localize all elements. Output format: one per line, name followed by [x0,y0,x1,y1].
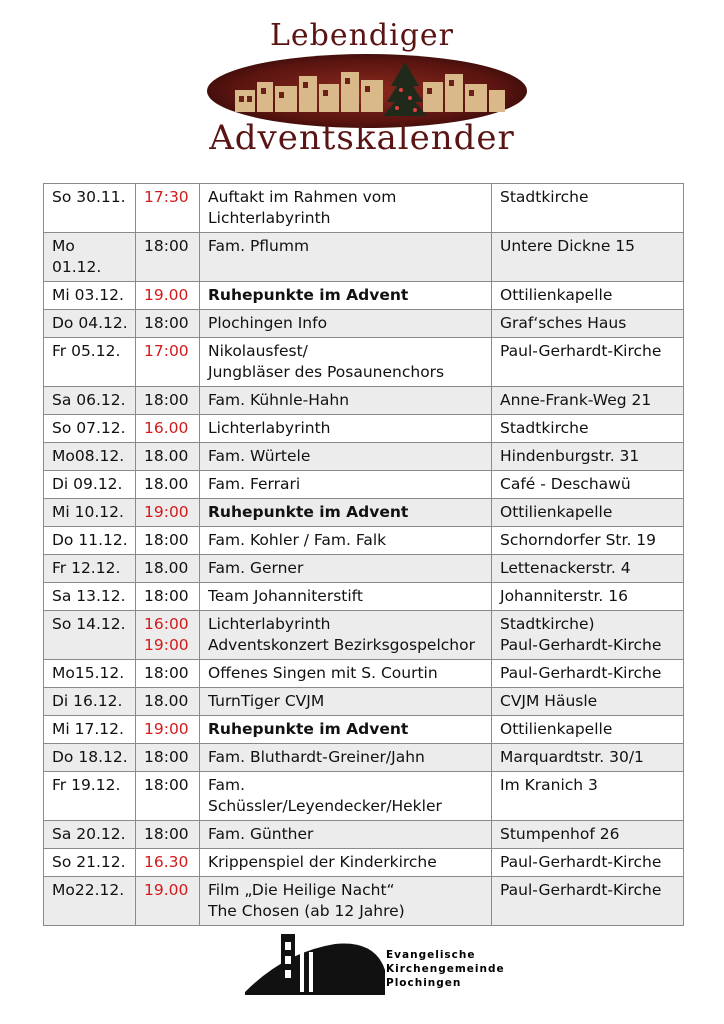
calendar-row [44,821,684,849]
calendar-row [44,849,684,877]
place-text: Ottilienkapelle [500,503,613,521]
event-cell [200,744,492,772]
place-cell [492,310,684,338]
event-text: Lichterlabyrinth [208,209,331,227]
time-text: 18:00 [144,531,189,549]
time-text: 18:00 [144,664,189,682]
event-cell [200,282,492,310]
event-cell [200,233,492,282]
date-cell [44,772,136,821]
place-text: Café - Deschawü [500,475,631,493]
time-cell [136,555,200,583]
date-cell [44,716,136,744]
date-text: Do 18.12. [52,748,128,766]
calendar-row [44,233,684,282]
event-text: Lichterlabyrinth [208,615,331,633]
calendar-row [44,772,684,821]
calendar-row [44,744,684,772]
time-text: 16.00 [144,419,189,437]
event-text: The Chosen (ab 12 Jahre) [208,902,405,920]
time-text: 19.00 [144,286,189,304]
calendar-row [44,415,684,443]
event-cell [200,387,492,415]
calendar-row [44,555,684,583]
time-cell [136,744,200,772]
time-cell [136,282,200,310]
event-text: Jungbläser des Posaunenchors [208,363,445,381]
time-text: 18:00 [144,825,189,843]
time-text: 18.00 [144,559,189,577]
calendar-table [43,183,684,926]
date-text: Mi 03.12. [52,286,124,304]
event-cell [200,716,492,744]
time-text: 17:30 [144,188,189,206]
event-text: Fam. [208,776,246,794]
place-text: Paul-Gerhardt-Kirche [500,853,662,871]
date-text: Mo22.12. [52,881,125,899]
calendar-row [44,611,684,660]
place-text: Paul-Gerhardt-Kirche [500,636,662,654]
time-cell [136,849,200,877]
place-text: Paul-Gerhardt-Kirche [500,342,662,360]
date-text: Mo08.12. [52,447,125,465]
place-text: Johanniterstr. 16 [500,587,628,605]
time-cell [136,821,200,849]
title-line-1: Lebendiger [269,18,455,53]
place-cell [492,688,684,716]
event-cell [200,611,492,660]
calendar-row [44,583,684,611]
date-text: Fr 12.12. [52,559,121,577]
place-text: Hindenburgstr. 31 [500,447,640,465]
event-text: Fam. Gerner [208,559,304,577]
date-text: Mi 17.12. [52,720,124,738]
date-text: Sa 13.12. [52,587,126,605]
place-text: Stumpenhof 26 [500,825,620,843]
calendar-row [44,499,684,527]
event-cell [200,471,492,499]
time-text: 18:00 [144,314,189,332]
date-text: Mo 01.12. [52,237,102,276]
date-cell [44,233,136,282]
place-text: Ottilienkapelle [500,286,613,304]
calendar-row [44,443,684,471]
place-text: Stadtkirche [500,419,589,437]
date-text: Fr 05.12. [52,342,121,360]
event-cell [200,660,492,688]
event-text: Film „Die Heilige Nacht“ [208,881,395,899]
place-cell [492,387,684,415]
date-cell [44,821,136,849]
calendar-row [44,471,684,499]
date-cell [44,744,136,772]
event-text: Fam. Kohler / Fam. Falk [208,531,387,549]
time-text: 19:00 [144,636,189,654]
date-cell [44,849,136,877]
place-text: Graf‘sches Haus [500,314,627,332]
place-cell [492,555,684,583]
date-cell [44,338,136,387]
place-cell [492,527,684,555]
date-cell [44,443,136,471]
time-text: 18.00 [144,475,189,493]
place-text: Ottilienkapelle [500,720,613,738]
date-cell [44,527,136,555]
time-text: 17:00 [144,342,189,360]
place-cell [492,716,684,744]
time-cell [136,660,200,688]
event-text: Ruhepunkte im Advent [208,503,409,521]
time-text: 18.00 [144,692,189,710]
place-cell [492,471,684,499]
place-text: Stadtkirche [500,188,589,206]
place-cell [492,583,684,611]
date-cell [44,688,136,716]
event-cell [200,527,492,555]
date-cell [44,310,136,338]
date-text: Do 11.12. [52,531,128,549]
place-text: Paul-Gerhardt-Kirche [500,664,662,682]
date-cell [44,660,136,688]
time-cell [136,233,200,282]
event-text: Krippenspiel der Kinderkirche [208,853,437,871]
time-text: 19:00 [144,720,189,738]
calendar-row [44,338,684,387]
event-text: Offenes Singen mit S. Courtin [208,664,438,682]
place-text: Paul-Gerhardt-Kirche [500,881,662,899]
time-cell [136,499,200,527]
place-text: Untere Dickne 15 [500,237,636,255]
event-text: Nikolausfest/ [208,342,308,360]
event-cell [200,583,492,611]
place-cell [492,415,684,443]
event-cell [200,555,492,583]
event-text: Lichterlabyrinth [208,419,331,437]
calendar-row [44,688,684,716]
event-text: Fam. Ferrari [208,475,301,493]
date-cell [44,877,136,926]
place-cell [492,282,684,310]
time-text: 18:00 [144,587,189,605]
place-cell [492,877,684,926]
place-text: Marquardtstr. 30/1 [500,748,644,766]
event-cell [200,310,492,338]
calendar-row [44,716,684,744]
place-text: Lettenackerstr. 4 [500,559,631,577]
date-text: Mi 10.12. [52,503,124,521]
date-cell [44,184,136,233]
date-cell [44,471,136,499]
time-text: 19:00 [144,503,189,521]
event-cell [200,499,492,527]
event-cell [200,338,492,387]
time-cell [136,611,200,660]
event-text: Auftakt im Rahmen vom [208,188,397,206]
place-text: Stadtkirche) [500,615,595,633]
time-cell [136,184,200,233]
event-text: TurnTiger CVJM [208,692,325,710]
place-text: Anne-Frank-Weg 21 [500,391,652,409]
time-text: 18:00 [144,776,189,794]
header [0,0,724,170]
place-text: CVJM Häusle [500,692,598,710]
place-cell [492,499,684,527]
place-cell [492,849,684,877]
org-line-1: Evangelische [386,949,476,961]
date-text: Di 16.12. [52,692,123,710]
date-cell [44,282,136,310]
date-cell [44,555,136,583]
date-text: Sa 06.12. [52,391,126,409]
event-text: Fam. Günther [208,825,314,843]
date-cell [44,415,136,443]
time-cell [136,338,200,387]
event-cell [200,849,492,877]
time-cell [136,443,200,471]
calendar-row [44,282,684,310]
time-text: 18:00 [144,391,189,409]
event-cell [200,772,492,821]
date-text: So 14.12. [52,615,126,633]
place-cell [492,821,684,849]
date-text: Fr 19.12. [52,776,121,794]
date-text: Mo15.12. [52,664,125,682]
event-text: Team Johanniterstift [208,587,363,605]
time-cell [136,688,200,716]
date-cell [44,583,136,611]
calendar-row [44,527,684,555]
place-cell [492,744,684,772]
time-text: 18.00 [144,447,189,465]
time-text: 16:00 [144,615,189,633]
org-line-2: Kirchengemeinde [386,963,505,975]
calendar-row [44,387,684,415]
event-text: Fam. Bluthardt-Greiner/Jahn [208,748,425,766]
event-text: Plochingen Info [208,314,328,332]
time-text: 18:00 [144,237,189,255]
event-text: Adventskonzert Bezirksgospelchor [208,636,475,654]
place-text: Im Kranich 3 [500,776,598,794]
event-cell [200,415,492,443]
event-text: Fam. Pflumm [208,237,310,255]
organization-name [386,948,505,990]
date-text: Sa 20.12. [52,825,126,843]
event-text: Fam. Kühnle-Hahn [208,391,350,409]
event-cell [200,443,492,471]
org-line-3: Plochingen [386,977,462,989]
event-cell [200,821,492,849]
place-cell [492,443,684,471]
date-text: So 30.11. [52,188,126,206]
event-cell [200,688,492,716]
time-cell [136,772,200,821]
event-text: Schüssler/Leyendecker/Hekler [208,797,442,815]
place-cell [492,338,684,387]
time-cell [136,527,200,555]
event-text: Fam. Würtele [208,447,311,465]
time-cell [136,387,200,415]
time-cell [136,310,200,338]
date-text: So 07.12. [52,419,126,437]
place-cell [492,772,684,821]
time-cell [136,583,200,611]
date-cell [44,611,136,660]
place-cell [492,233,684,282]
event-text: Ruhepunkte im Advent [208,720,409,738]
date-cell [44,387,136,415]
event-cell [200,877,492,926]
time-cell [136,716,200,744]
time-cell [136,877,200,926]
place-cell [492,611,684,660]
time-cell [136,471,200,499]
place-text: Schorndorfer Str. 19 [500,531,657,549]
calendar-row [44,184,684,233]
event-cell [200,184,492,233]
date-text: So 21.12. [52,853,126,871]
calendar-row [44,877,684,926]
date-cell [44,499,136,527]
title-line-2: Adventskalender [209,118,515,158]
time-text: 16.30 [144,853,189,871]
time-text: 18:00 [144,748,189,766]
calendar-row [44,660,684,688]
event-text: Ruhepunkte im Advent [208,286,409,304]
place-cell [492,660,684,688]
date-text: Di 09.12. [52,475,123,493]
date-text: Do 04.12. [52,314,128,332]
calendar-row [44,310,684,338]
place-cell [492,184,684,233]
time-cell [136,415,200,443]
time-text: 19.00 [144,881,189,899]
